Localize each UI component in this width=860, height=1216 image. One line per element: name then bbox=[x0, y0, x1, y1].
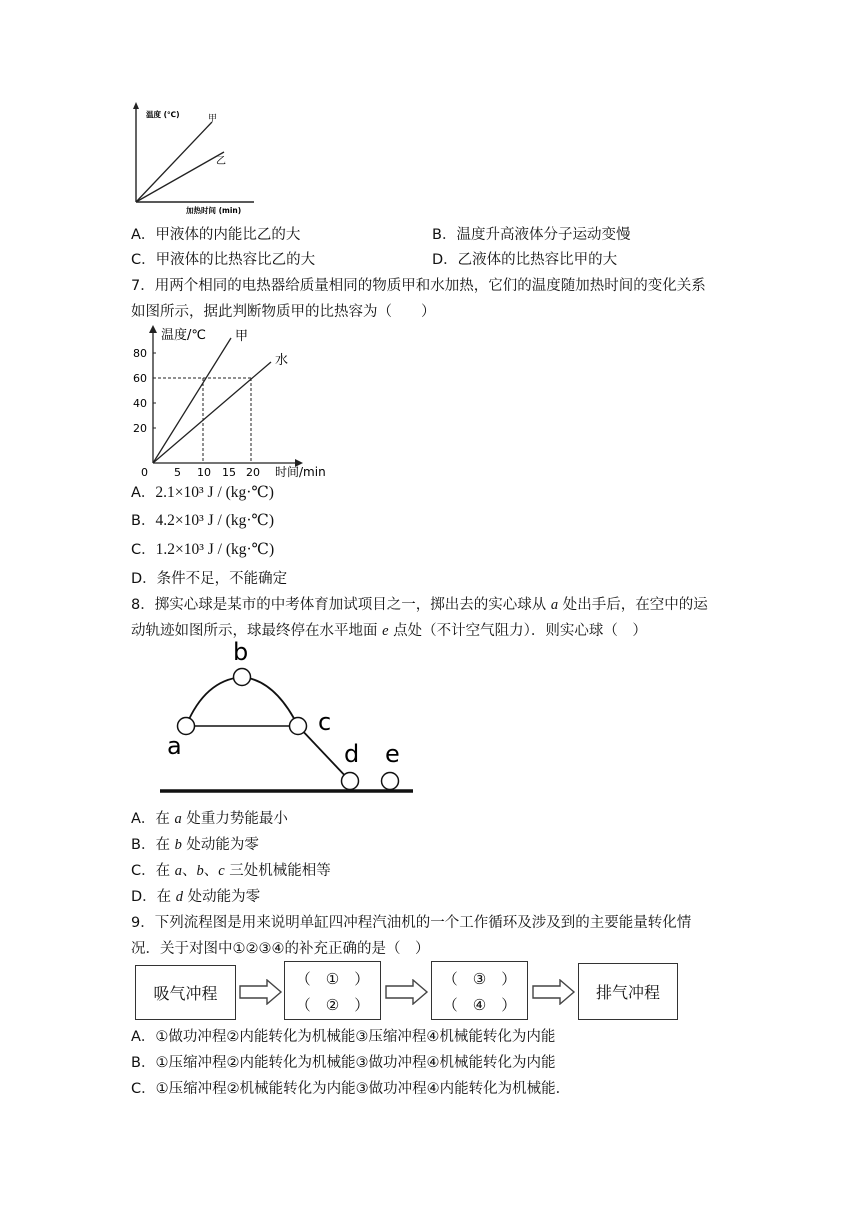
var: a bbox=[174, 811, 182, 827]
x-axis-label: 加热时间 (min) bbox=[186, 206, 242, 215]
label-c: c bbox=[318, 708, 332, 736]
text: C．在 bbox=[131, 863, 175, 879]
text: B．在 bbox=[131, 837, 175, 853]
text: 动轨迹如图所示，球最终停在水平地面 bbox=[131, 623, 383, 639]
label-e: e bbox=[385, 740, 400, 768]
line-water bbox=[153, 362, 271, 463]
flow-slot-4: （ ④ ） bbox=[442, 996, 517, 1014]
q9-option-a: A．①做功冲程②内能转化为机械能③压缩冲程④机械能转化为内能 bbox=[131, 1029, 556, 1045]
var: c bbox=[218, 863, 225, 879]
q6-option-d: D．乙液体的比热容比甲的大 bbox=[432, 252, 618, 268]
x-tick-label: 10 bbox=[197, 466, 211, 479]
text: 处动能为零 bbox=[181, 837, 259, 853]
flow-slot-3: （ ③ ） bbox=[442, 970, 517, 988]
q9-option-c: C．①压缩冲程②机械能转化为内能③做功冲程④内能转化为机械能． bbox=[131, 1081, 571, 1097]
q9-option-b: B．①压缩冲程②内能转化为机械能③做功冲程④机械能转化为内能 bbox=[131, 1055, 556, 1071]
y-axis-arrow bbox=[149, 325, 157, 333]
text: A．在 bbox=[131, 811, 175, 827]
text: 处出手后，在空中的运 bbox=[558, 597, 708, 613]
q6-option-a: A．甲液体的内能比乙的大 bbox=[131, 227, 301, 243]
flow-box-label: 吸气冲程 bbox=[153, 984, 218, 1003]
q7-stem-line1: 7．用两个相同的电热器给质量相同的物质甲和水加热，它们的温度随加热时间的变化关系 bbox=[131, 278, 706, 294]
line-jia-label: 甲 bbox=[208, 114, 218, 124]
flow-box-stroke3 bbox=[431, 961, 528, 1020]
q7-option-a bbox=[131, 481, 274, 502]
q8-option-b bbox=[131, 833, 259, 854]
flow-slot-1: （ ① ） bbox=[295, 970, 370, 988]
q7-stem-line2: 如图所示，据此判断物质甲的比热容为（ ） bbox=[131, 304, 436, 320]
y-tick-label: 60 bbox=[133, 372, 147, 385]
q8-option-a bbox=[131, 807, 288, 828]
trajectory-ab bbox=[186, 677, 242, 726]
q8-trajectory-figure bbox=[155, 640, 425, 800]
flow-box-intake bbox=[135, 965, 236, 1020]
line-jia-label: 甲 bbox=[235, 329, 249, 344]
y-axis-arrow bbox=[133, 102, 139, 109]
option-value: 4.2×10³ J / (kg·℃) bbox=[155, 512, 275, 529]
text: D．在 bbox=[131, 889, 176, 905]
option-letter: B． bbox=[131, 513, 156, 529]
flow-arrow-1 bbox=[239, 979, 283, 1005]
x-tick-label: 15 bbox=[222, 466, 236, 479]
x-tick-label: 5 bbox=[174, 466, 181, 479]
var-e: e bbox=[382, 623, 389, 639]
option-value: 2.1×10³ J / (kg·℃) bbox=[155, 484, 274, 501]
q6-option-b: B．温度升高液体分子运动变慢 bbox=[432, 227, 631, 243]
label-a: a bbox=[167, 732, 182, 760]
line-yi-label: 乙 bbox=[216, 156, 226, 167]
x-axis-label: 时间/min bbox=[275, 465, 326, 479]
q9-stem-line1: 9．下列流程图是用来说明单缸四冲程汽油机的一个工作循环及涉及到的主要能量转化情 bbox=[131, 915, 692, 931]
q7-chart bbox=[125, 322, 350, 482]
y-tick-label: 40 bbox=[133, 397, 147, 410]
flow-box-exhaust bbox=[578, 963, 678, 1020]
line-jia bbox=[153, 338, 231, 463]
var: a bbox=[174, 863, 182, 879]
q8-stem-line1 bbox=[131, 593, 708, 614]
flow-box-label: 排气冲程 bbox=[595, 983, 660, 1002]
var-a: a bbox=[550, 597, 559, 613]
label-b: b bbox=[233, 640, 249, 666]
q6-option-c: C．甲液体的比热容比乙的大 bbox=[131, 252, 316, 268]
y-tick-label: 20 bbox=[133, 422, 147, 435]
x-tick-label: 0 bbox=[141, 466, 148, 479]
x-tick-label: 20 bbox=[246, 466, 260, 479]
text: 处动能为零 bbox=[183, 889, 261, 905]
flow-arrow-2 bbox=[385, 979, 429, 1005]
q8-stem-line2 bbox=[131, 619, 647, 640]
ball-d bbox=[342, 773, 359, 790]
q7-option-d: D．条件不足，不能确定 bbox=[131, 571, 288, 587]
q7-option-c bbox=[131, 538, 274, 559]
text: 点处（不计空气阻力）．则实心球（ ） bbox=[388, 623, 647, 639]
var: b bbox=[196, 863, 204, 879]
var: b bbox=[174, 837, 182, 853]
text: 处重力势能最小 bbox=[181, 811, 288, 827]
flow-arrow-3 bbox=[532, 979, 576, 1005]
text: 8．掷实心球是某市的中考体育加试项目之一，掷出去的实心球从 bbox=[131, 597, 551, 613]
option-letter: C． bbox=[131, 542, 156, 558]
label-d: d bbox=[344, 740, 360, 768]
flow-box-stroke2 bbox=[284, 961, 381, 1020]
line-jia bbox=[136, 122, 212, 202]
figure-temp-vs-time-small bbox=[120, 100, 260, 220]
y-tick-label: 80 bbox=[133, 347, 147, 360]
option-letter: A． bbox=[131, 485, 156, 501]
line-yi bbox=[136, 152, 224, 202]
text: 、 bbox=[203, 863, 219, 879]
line-water-label: 水 bbox=[275, 353, 289, 368]
var: d bbox=[175, 889, 184, 905]
option-value: 1.2×10³ J / (kg·℃) bbox=[155, 541, 275, 558]
flow-slot-2: （ ② ） bbox=[295, 996, 370, 1014]
y-axis-label: 温度 (℃) bbox=[146, 110, 180, 119]
ball-e bbox=[382, 773, 399, 790]
ball-c bbox=[290, 718, 307, 735]
y-axis-label: 温度/℃ bbox=[161, 328, 206, 343]
q8-option-c bbox=[131, 859, 331, 880]
q8-option-d bbox=[131, 885, 260, 906]
ball-b bbox=[234, 669, 251, 686]
text: 三处机械能相等 bbox=[224, 863, 331, 879]
trajectory-bc bbox=[242, 677, 298, 726]
text: 、 bbox=[181, 863, 197, 879]
q9-stem-line2: 况．关于对图中①②③④的补充正确的是（ ） bbox=[131, 941, 430, 957]
q7-option-b bbox=[131, 509, 274, 530]
